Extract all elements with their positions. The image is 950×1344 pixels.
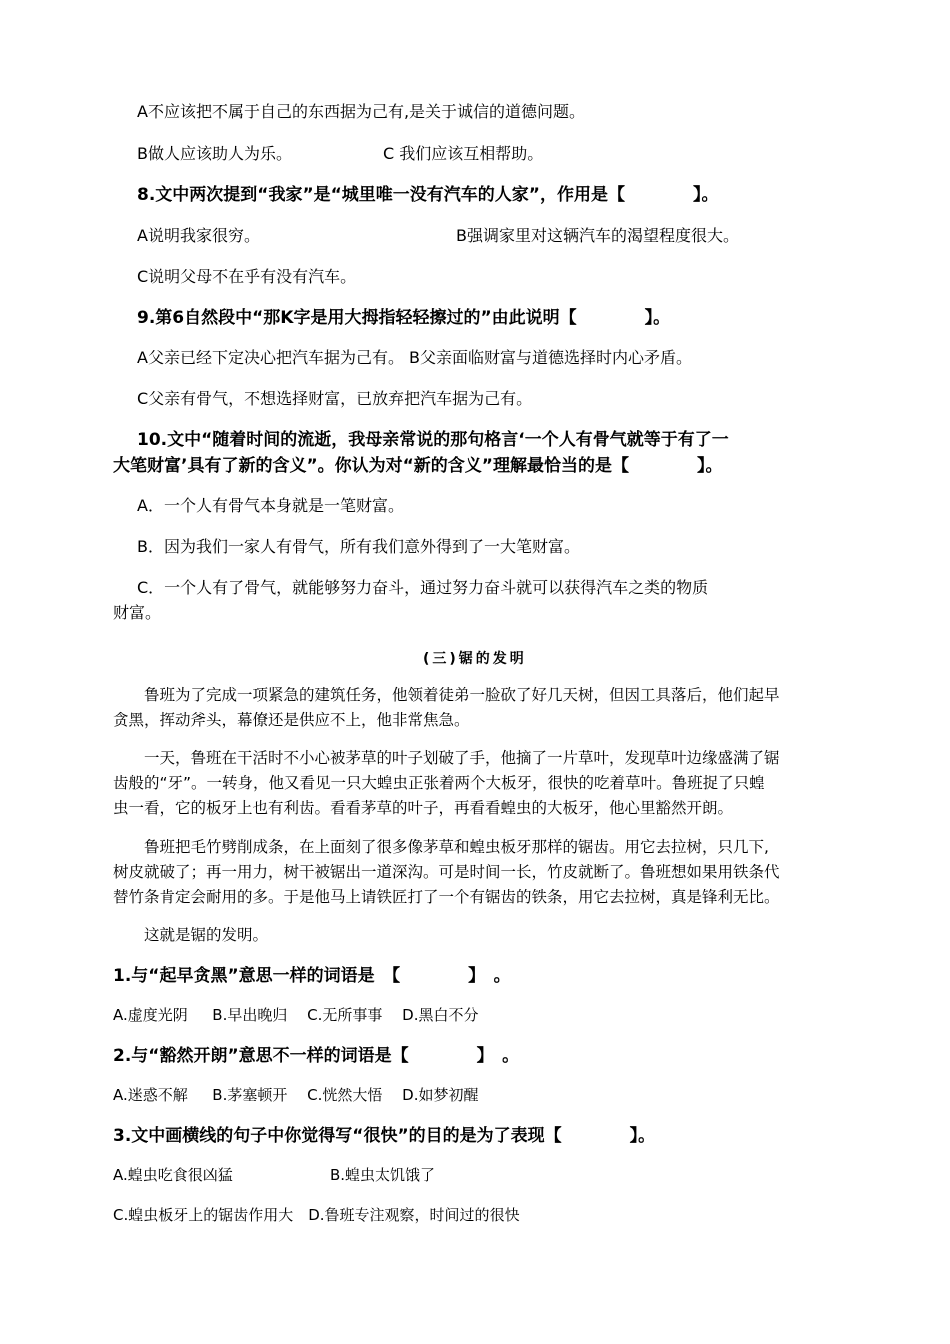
option-a-line: A不应该把不属于自己的东西据为己有,是关于诚信的道德问题。 (137, 102, 586, 121)
q8-option-a: A说明我家很穷。 (137, 226, 260, 245)
paragraph-1-line1: 鲁班为了完成一项紧急的建筑任务，他领着徒弟一脸砍了好几天树，但因工具落后，他们起早 (144, 686, 780, 704)
paragraph-2-line2: 齿般的“牙”。一转身，他又看见一只大蝗虫正张着两个大板牙，很快的吃着草叶。鲁班捉了只蝗 (113, 774, 765, 792)
paragraph-3-line2: 树皮就破了；再一用力，树干被锯出一道深沟。可是时间一长，竹皮就断了。鲁班想如果用铁条代 (113, 863, 780, 881)
option-b-line: B做人应该助人为乐。 (137, 144, 292, 163)
paragraph-3-line3: 替竹条肯定会耐用的多。于是他马上请铁匠打了一个有锯齿的铁条，用它去拉树，真是锋利无比。 (113, 888, 780, 906)
sub-question-2-options: A.迷惑不解 B.茅塞顿开 C.恍然大悟 D.如梦初醒 (113, 1086, 479, 1104)
q8-option-c: C说明父母不在乎有没有汽车。 (137, 267, 357, 286)
q10-option-c-line2: 财富。 (113, 603, 162, 622)
sub-question-3-option-a: A.蝗虫吃食很凶猛 (113, 1166, 233, 1184)
question-10-line2: 大笔财富’具有了新的含义”。你认为对“新的含义”理解最恰当的是【 】。 (113, 456, 723, 476)
sub-question-1: 1.与“起早贪黑”意思一样的词语是 【 】 。 (113, 966, 511, 986)
q10-option-b: B．因为我们一家人有骨气，所有我们意外得到了一大笔财富。 (137, 537, 580, 556)
sub-question-3: 3.文中画横线的句子中你觉得写“很快”的目的是为了表现【 】。 (113, 1126, 656, 1146)
question-10-line1: 10.文中“随着时间的流逝，我母亲常说的那句格言‘一个人有骨气就等于有了一 (137, 430, 729, 450)
sub-question-2: 2.与“豁然开朗”意思不一样的词语是【 】 。 (113, 1046, 520, 1066)
paragraph-4: 这就是锯的发明。 (144, 926, 269, 944)
paragraph-2-line3: 虫一看，它的板牙上也有利齿。看看茅草的叶子，再看看蝗虫的大板牙，他心里豁然开朗。 (113, 799, 734, 817)
section-title: (三)锯的发明 (423, 651, 527, 667)
q10-option-a: A．一个人有骨气本身就是一笔财富。 (137, 496, 404, 515)
option-c-line: C 我们应该互相帮助。 (383, 144, 544, 163)
question-8: 8.文中两次提到“我家”是“城里唯一没有汽车的人家”，作用是【 】。 (137, 185, 719, 205)
paragraph-2-line1: 一天，鲁班在干活时不小心被茅草的叶子划破了手，他摘了一片草叶，发现草叶边缘盛满了锯 (144, 749, 780, 767)
q10-option-c-line1: C．一个人有了骨气，就能够努力奋斗，通过努力奋斗就可以获得汽车之类的物质 (137, 578, 709, 597)
paragraph-1-line2: 贪黑，挥动斧头，幕僚还是供应不上，他非常焦急。 (113, 711, 470, 729)
sub-question-1-options: A.虚度光阴 B.早出晚归 C.无所事事 D.黑白不分 (113, 1006, 479, 1024)
q9-option-c: C父亲有骨气，不想选择财富，已放弃把汽车据为己有。 (137, 389, 533, 408)
sub-question-3-options-cd: C.蝗虫板牙上的锯齿作用大 D.鲁班专注观察，时间过的很快 (113, 1206, 520, 1224)
paragraph-3-line1: 鲁班把毛竹劈削成条，在上面刻了很多像茅草和蝗虫板牙那样的锯齿。用它去拉树，只几下, (144, 838, 769, 856)
q8-option-b: B强调家里对这辆汽车的渴望程度很大。 (456, 226, 739, 245)
question-9: 9.第6自然段中“那K字是用大拇指轻轻擦过的”由此说明【 】。 (137, 308, 671, 328)
sub-question-3-option-b: B.蝗虫太饥饿了 (330, 1166, 436, 1184)
q9-options-ab: A父亲已经下定决心把汽车据为己有。 B父亲面临财富与道德选择时内心矛盾。 (137, 348, 693, 367)
